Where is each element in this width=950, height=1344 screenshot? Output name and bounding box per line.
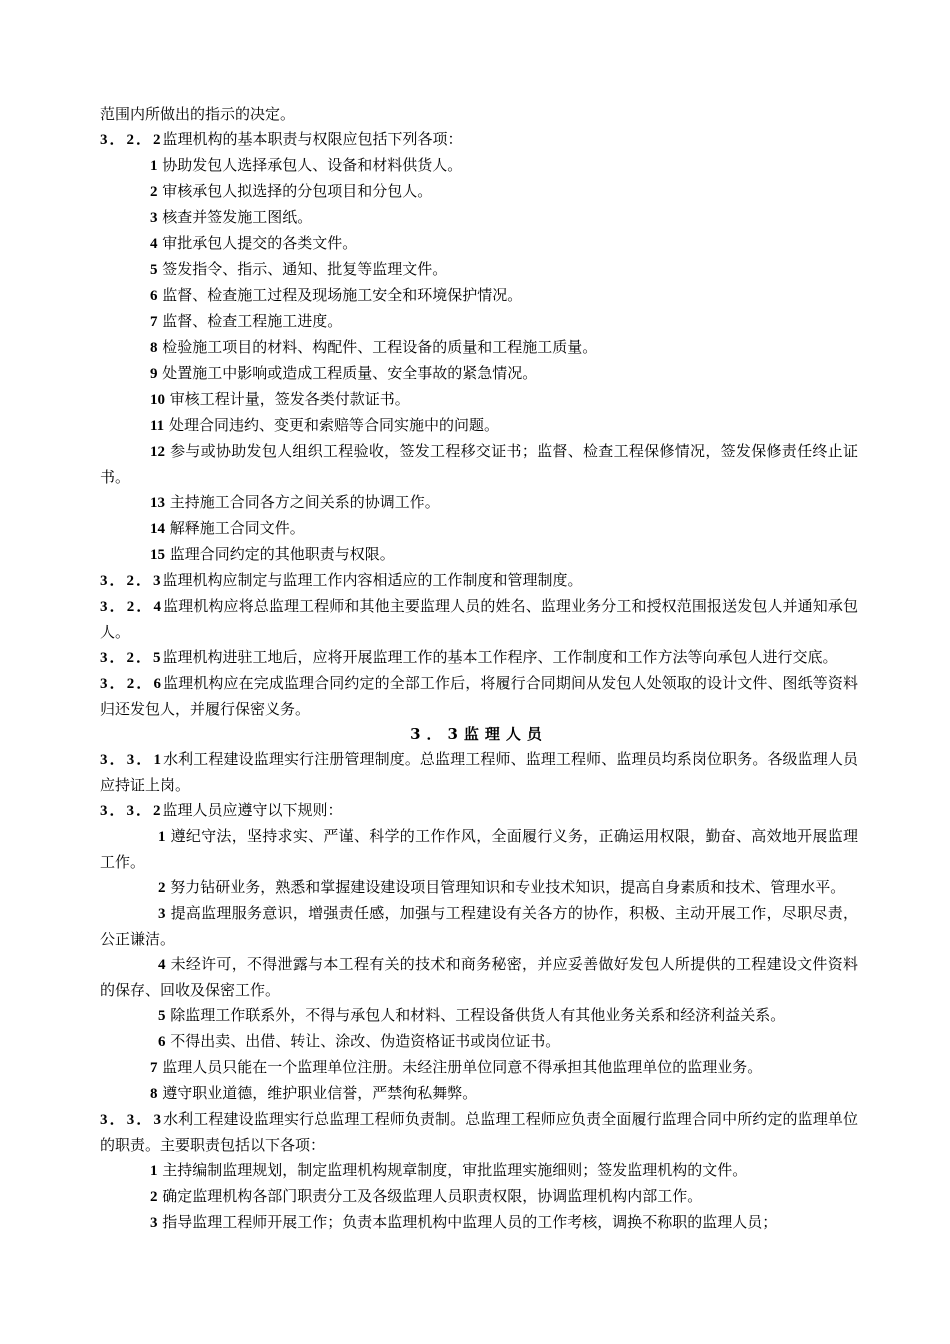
- item-number: 2: [150, 1189, 158, 1205]
- list-item: [100, 824, 858, 875]
- clause-number: 3．3．2: [100, 803, 163, 819]
- clause-text: 监理机构应将总监理工程师和其他主要监理人员的姓名、监理业务分工和授权范围报送发包人并通知承包人。: [100, 597, 858, 641]
- clause-number: 3．2．5: [100, 650, 163, 666]
- item-text: 处理合同违约、变更和索赔等合同实施中的问题。: [168, 416, 499, 434]
- item-text: 不得出卖、出借、转让、涂改、伪造资格证书或岗位证书。: [170, 1032, 561, 1050]
- item-number: 6: [158, 1034, 166, 1050]
- list-item: [100, 1158, 858, 1184]
- list-item: [100, 231, 858, 257]
- clause-number: 3．2．4: [100, 599, 163, 615]
- list-item: [100, 952, 858, 1003]
- item-text: 监理人员只能在一个监理单位注册。未经注册单位同意不得承担其他监理单位的监理业务。: [162, 1058, 763, 1076]
- text-line: [100, 102, 858, 127]
- item-number: 15: [150, 547, 165, 563]
- clause-text: 监理人员应遵守以下规则：: [162, 801, 343, 819]
- clause-3-3-1: [100, 747, 858, 798]
- item-number: 9: [150, 366, 158, 382]
- item-text: 确定监理机构各部门职责分工及各级监理人员职责权限，协调监理机构内部工作。: [162, 1187, 703, 1205]
- clause-number: 3．2．2: [100, 132, 163, 148]
- item-text: 遵纪守法，坚持求实、严谨、科学的工作作风，全面履行义务，正确运用权限，勤奋、高效地开展监理工作。: [100, 827, 858, 871]
- clause-number: 3．3．1: [100, 752, 163, 768]
- list-item: [100, 1081, 858, 1107]
- section-heading: 3．3监理人员: [410, 725, 548, 743]
- item-number: 8: [150, 1086, 158, 1102]
- item-number: 13: [150, 495, 165, 511]
- item-text: 监督、检查施工过程及现场施工安全和环境保护情况。: [162, 286, 523, 304]
- list-item: [100, 901, 858, 952]
- list-item: [100, 387, 858, 413]
- item-text: 审核承包人拟选择的分包项目和分包人。: [162, 182, 433, 200]
- clause-3-2-2: [100, 127, 858, 153]
- list-item: [100, 257, 858, 283]
- item-number: 3: [150, 1215, 158, 1231]
- item-number: 5: [158, 1008, 166, 1024]
- list-item: [100, 205, 858, 231]
- item-text: 审批承包人提交的各类文件。: [162, 234, 358, 252]
- list-item: [100, 1003, 858, 1029]
- clause-number: 3．3．3: [100, 1112, 163, 1128]
- clause-3-2-5: [100, 645, 858, 671]
- clause-text: 监理机构应在完成监理合同约定的全部工作后，将履行合同期间从发包人处领取的设计文件、图纸等资料归还发包人，并履行保密义务。: [100, 674, 858, 718]
- list-item: [100, 875, 858, 901]
- item-text: 监理合同约定的其他职责与权限。: [169, 545, 395, 563]
- clause-3-3-3: [100, 1107, 858, 1158]
- item-number: 2: [150, 184, 158, 200]
- clause-3-3-2: [100, 798, 858, 824]
- item-text: 协助发包人选择承包人、设备和材料供货人。: [162, 156, 463, 174]
- item-number: 11: [150, 418, 165, 434]
- list-item: [100, 413, 858, 439]
- item-number: 5: [150, 262, 158, 278]
- clause-number: 3．2．3: [100, 573, 163, 589]
- item-text: 解释施工合同文件。: [169, 519, 305, 537]
- list-item: [100, 516, 858, 542]
- list-item: [100, 490, 858, 516]
- list-item: [100, 1055, 858, 1081]
- item-number: 10: [150, 392, 165, 408]
- clause-3-2-6: [100, 671, 858, 722]
- item-text: 努力钻研业务，熟悉和掌握建设建设项目管理知识和专业技术知识，提高自身素质和技术、管理水平。: [170, 878, 846, 896]
- list-item: [100, 335, 858, 361]
- item-number: 1: [150, 1163, 158, 1179]
- item-number: 14: [150, 521, 165, 537]
- item-number: 12: [150, 444, 165, 460]
- clause-number: 3．2．6: [100, 676, 163, 692]
- list-item: [100, 1184, 858, 1210]
- item-text: 签发指令、指示、通知、批复等监理文件。: [162, 260, 448, 278]
- item-text: 核查并签发施工图纸。: [162, 208, 313, 226]
- item-number: 4: [158, 957, 166, 973]
- list-item: [100, 283, 858, 309]
- item-text: 审核工程计量，签发各类付款证书。: [169, 390, 410, 408]
- list-item: [100, 361, 858, 387]
- item-number: 7: [150, 314, 158, 330]
- clause-text: 监理机构应制定与监理工作内容相适应的工作制度和管理制度。: [162, 571, 583, 589]
- item-number: 3: [158, 906, 166, 922]
- list-item: [100, 153, 858, 179]
- item-number: 2: [158, 880, 166, 896]
- item-text: 指导监理工程师开展工作；负责本监理机构中监理人员的工作考核，调换不称职的监理人员；: [162, 1213, 778, 1231]
- document-page: [100, 102, 858, 1236]
- item-text: 处置施工中影响或造成工程质量、安全事故的紧急情况。: [162, 364, 538, 382]
- item-text: 提高监理服务意识，增强责任感，加强与工程建设有关各方的协作，积极、主动开展工作，尽职尽责，公正谦洁。: [100, 904, 858, 948]
- line-text: 范围内所做出的指示的决定。: [100, 105, 296, 123]
- item-text: 检验施工项目的材料、构配件、工程设备的质量和工程施工质量。: [162, 338, 598, 356]
- item-number: 1: [158, 829, 166, 845]
- list-item: [100, 1029, 858, 1055]
- item-text: 遵守职业道德，维护职业信誉，严禁徇私舞弊。: [162, 1084, 478, 1102]
- item-text: 主持编制监理规划，制定监理机构规章制度，审批监理实施细则；签发监理机构的文件。: [162, 1161, 748, 1179]
- clause-text: 水利工程建设监理实行注册管理制度。总监理工程师、监理工程师、监理员均系岗位职务。各级监理人员应持证上岗。: [100, 750, 858, 794]
- clause-3-2-3: [100, 568, 858, 594]
- item-text: 未经许可，不得泄露与本工程有关的技术和商务秘密，并应妥善做好发包人所提供的工程建设文件资料的保存、回收及保密工作。: [100, 955, 858, 999]
- clause-3-2-4: [100, 594, 858, 645]
- list-item: [100, 1210, 858, 1236]
- list-item: [100, 542, 858, 568]
- item-number: 1: [150, 158, 158, 174]
- list-item: [100, 309, 858, 335]
- item-text: 除监理工作联系外，不得与承包人和材料、工程设备供货人有其他业务关系和经济利益关系。: [170, 1006, 786, 1024]
- item-text: 参与或协助发包人组织工程验收，签发工程移交证书；监督、检查工程保修情况，签发保修责任终止证书。: [100, 442, 858, 486]
- list-item: [100, 179, 858, 205]
- clause-text: 监理机构的基本职责与权限应包括下列各项：: [162, 130, 463, 148]
- item-number: 3: [150, 210, 158, 226]
- clause-text: 监理机构进驻工地后，应将开展监理工作的基本工作程序、工作制度和工作方法等向承包人进行交底。: [162, 648, 838, 666]
- clause-text: 水利工程建设监理实行总监理工程师负责制。总监理工程师应负责全面履行监理合同中所约定的监理单位的职责。主要职责包括以下各项：: [100, 1110, 858, 1154]
- item-number: 7: [150, 1060, 158, 1076]
- list-item: [100, 439, 858, 490]
- item-number: 8: [150, 340, 158, 356]
- item-number: 4: [150, 236, 158, 252]
- item-text: 主持施工合同各方之间关系的协调工作。: [169, 493, 440, 511]
- item-number: 6: [150, 288, 158, 304]
- item-text: 监督、检查工程施工进度。: [162, 312, 343, 330]
